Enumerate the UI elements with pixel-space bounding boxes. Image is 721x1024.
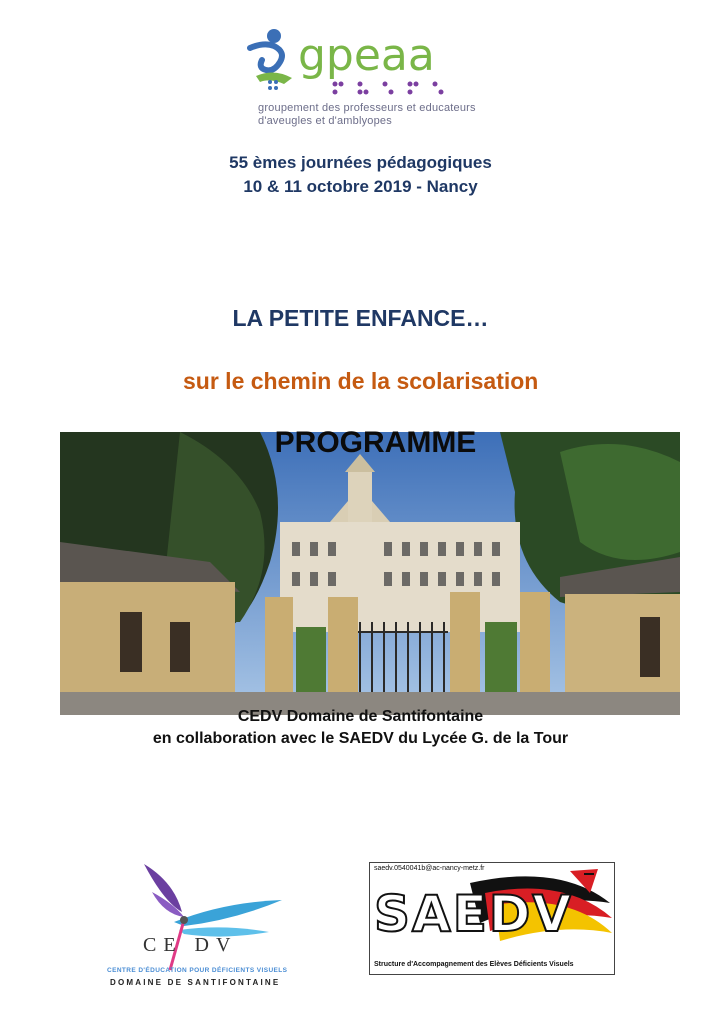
saedv-caption: Structure d'Accompagnement des Elèves Déficients Visuels: [374, 961, 574, 968]
gpeaa-figure-icon: [250, 29, 292, 90]
cedv-name: CE DV: [143, 934, 238, 956]
gpeaa-subtitle-line1: groupement des professeurs et educateurs: [258, 102, 476, 114]
gpeaa-logo: [240, 22, 470, 102]
gpeaa-wordmark: gpeaa: [298, 30, 435, 81]
organizer-line2: en collaboration avec le SAEDV du Lycée G. de la Tour: [152, 730, 569, 747]
organizer-line1: CEDV Domaine de Santifontaine: [237, 708, 484, 725]
main-title: LA PETITE ENFANCE…: [232, 305, 489, 331]
sub-title: sur le chemin de la scolarisation: [183, 368, 539, 394]
saedv-logo: [369, 862, 615, 975]
saedv-email: saedv.0540041b@ac-nancy-metz.fr: [374, 865, 485, 872]
domain-photo: [60, 432, 680, 715]
organizers: [0, 706, 721, 750]
saedv-wordmark: SAEDV: [374, 885, 574, 943]
gpeaa-subtitle: [258, 102, 498, 128]
edition-line2: 10 & 11 octobre 2019 - Nancy: [243, 177, 478, 196]
braille-dots: [333, 82, 444, 95]
edition-info: [0, 151, 721, 199]
gpeaa-subtitle-line2: d'aveugles et d'amblyopes: [258, 115, 392, 127]
programme-heading: PROGRAMME: [274, 426, 477, 459]
edition-line1: 55 èmes journées pédagogiques: [229, 153, 492, 172]
cedv-location: DOMAINE DE SANTIFONTAINE: [110, 978, 281, 987]
cedv-fullname: CENTRE D'ÉDUCATION POUR DÉFICIENTS VISUELS: [107, 967, 288, 974]
